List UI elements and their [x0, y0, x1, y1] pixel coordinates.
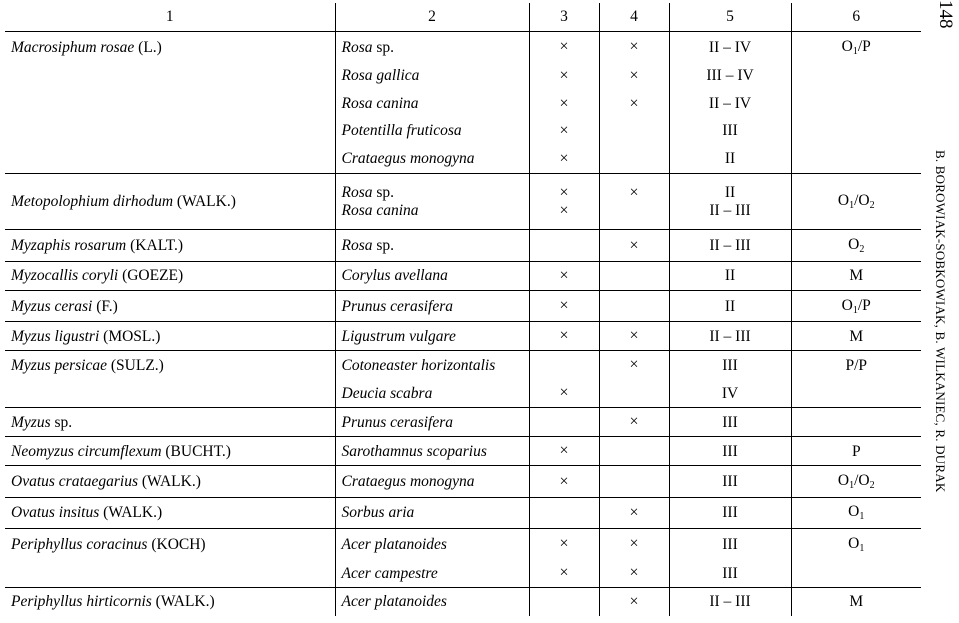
- host-plant-cell: [335, 559, 529, 587]
- months-cell: [669, 408, 791, 437]
- months-cell: [669, 230, 791, 261]
- aphid-name: Macrosiphum rosae: [11, 38, 135, 56]
- months-value: III: [722, 504, 738, 522]
- mark-cell: [599, 117, 669, 145]
- host-plant-name: Deucia scabra: [341, 384, 433, 402]
- table-row: [5, 230, 921, 261]
- aphid-species-cell: [5, 230, 335, 261]
- author-name: (MOSL.): [103, 327, 161, 345]
- mark-cell: [599, 437, 669, 466]
- mark-cell: [529, 90, 599, 118]
- cross-mark: ×: [629, 236, 639, 254]
- months-cell: [669, 62, 791, 90]
- cross-mark: ×: [629, 183, 639, 201]
- mark-cell: [599, 145, 669, 173]
- cross-mark: ×: [559, 564, 569, 582]
- host-plant-name: Acer platanoides: [341, 535, 447, 553]
- months-value: II – III: [709, 327, 751, 345]
- aphid-sp: sp.: [50, 413, 73, 431]
- author-name: (F.): [96, 297, 118, 315]
- mark-cell: [599, 587, 669, 616]
- aphid-species-cell: [5, 351, 335, 379]
- mark-cell: [599, 173, 669, 230]
- mark-cell: [599, 351, 669, 379]
- host-plant-name: Rosa sp.: [341, 184, 395, 202]
- mark-cell: [529, 145, 599, 173]
- table-row: [5, 497, 921, 528]
- host-plant-name: Potentilla fruticosa: [341, 122, 462, 140]
- cross-mark: [536, 413, 593, 431]
- page-number: 148: [935, 0, 956, 29]
- status-code-cell: $O_1/P$: [841, 37, 871, 57]
- status-code-cell: [791, 90, 921, 118]
- host-plant-cell: [335, 408, 529, 437]
- aphid-species-cell: [5, 90, 335, 118]
- host-plant-name: Ligustrum vulgare: [341, 327, 456, 345]
- aphid-species-cell: [5, 261, 335, 290]
- cross-mark: [606, 473, 663, 491]
- mark-cell: [529, 261, 599, 290]
- months-value: II – III: [709, 201, 751, 219]
- host-sp: sp.: [372, 184, 395, 202]
- mark-cell: [529, 587, 599, 616]
- author-name: (BUCHT.): [165, 442, 231, 460]
- table-row: [5, 322, 921, 351]
- host-plant-cell: [335, 173, 529, 230]
- cross-mark: ×: [559, 122, 569, 140]
- months-cell: [669, 290, 791, 321]
- mark-cell: [529, 62, 599, 90]
- cross-mark: ×: [559, 535, 569, 553]
- table-row: [5, 529, 921, 560]
- months-value: II: [724, 267, 736, 285]
- aphid-name: Metopolophium dirhodum: [11, 193, 174, 210]
- cross-mark: [606, 267, 663, 285]
- cross-mark: ×: [559, 201, 569, 219]
- months-cell: [669, 466, 791, 497]
- months-value: III – IV: [706, 67, 754, 85]
- cross-mark: ×: [559, 149, 569, 167]
- months-cell: [669, 90, 791, 118]
- mark-cell: [599, 32, 669, 63]
- status-code-cell: [791, 62, 921, 90]
- aphid-species-cell: [5, 322, 335, 351]
- months-value: III: [722, 535, 738, 553]
- host-plant-cell: [335, 466, 529, 497]
- cross-mark: [606, 150, 663, 168]
- aphid-name: Neomyzus circumflexum: [11, 442, 162, 460]
- header-cell-5: 5: [669, 3, 791, 32]
- header-row: [5, 3, 921, 32]
- months-value: IV: [721, 384, 739, 402]
- table-row: [5, 408, 921, 437]
- status-code-cell: $O_2$: [791, 230, 921, 261]
- cross-mark: ×: [629, 67, 639, 85]
- host-plant-name: Rosa sp.: [341, 38, 395, 56]
- mark-cell: [599, 559, 669, 587]
- table-row: [5, 466, 921, 497]
- table-row: [5, 587, 921, 616]
- running-header: B. BOROWIAK-SOBKOWIAK, B. WILKANIEC, R. DURAK: [933, 150, 948, 493]
- species-table: [5, 3, 921, 616]
- months-cell: [669, 117, 791, 145]
- cross-mark: ×: [629, 504, 639, 522]
- author-name: (WALK.): [103, 504, 163, 522]
- months-cell: [669, 261, 791, 290]
- species-table-grid: [5, 3, 921, 616]
- aphid-species-cell: [5, 62, 335, 90]
- cross-mark: ×: [559, 183, 569, 201]
- author-name: (L.): [138, 38, 162, 56]
- aphid-species-cell: [5, 559, 335, 587]
- cross-mark: ×: [629, 94, 639, 112]
- host-plant-cell: [335, 529, 529, 560]
- months-cell: [669, 497, 791, 528]
- mark-cell: [529, 290, 599, 321]
- months-value: II – III: [709, 237, 751, 255]
- cross-mark: ×: [559, 327, 569, 345]
- host-plant-name: Sarothamnus scoparius: [341, 442, 487, 460]
- table-row: [5, 90, 921, 118]
- cross-mark: ×: [629, 413, 639, 431]
- mark-cell: [529, 497, 599, 528]
- host-plant-cell: [335, 351, 529, 379]
- aphid-name: Ovatus insitus: [11, 504, 100, 522]
- header-cell-3: 3: [529, 3, 599, 32]
- months-cell: [669, 379, 791, 407]
- months-value: III: [722, 122, 738, 140]
- host-plant-name: Rosa canina: [341, 201, 419, 219]
- table-row: [5, 261, 921, 290]
- host-plant-name: Sorbus aria: [341, 504, 415, 522]
- aphid-species-cell: [5, 408, 335, 437]
- cross-mark: [536, 504, 593, 522]
- months-cell: [669, 559, 791, 587]
- mark-cell: [529, 437, 599, 466]
- aphid-name: Myzaphis rosarum: [11, 237, 127, 255]
- status-code-cell: $O_1/O_2$: [791, 466, 921, 497]
- months-cell: [669, 322, 791, 351]
- header-cell-6: 6: [791, 3, 921, 32]
- months-value: III: [722, 356, 738, 374]
- cross-mark: ×: [629, 356, 639, 374]
- host-plant-cell: [335, 117, 529, 145]
- status-code-cell: [791, 408, 921, 437]
- aphid-species-cell: [5, 290, 335, 321]
- mark-cell: [529, 466, 599, 497]
- cross-mark: ×: [559, 38, 569, 56]
- table-row: [5, 351, 921, 379]
- status-code-cell: [791, 145, 921, 173]
- mark-cell: [529, 408, 599, 437]
- aphid-species-cell: [5, 173, 335, 230]
- table-row: [5, 173, 921, 230]
- cross-mark: [606, 122, 663, 140]
- host-plant-cell: [335, 32, 529, 63]
- cross-mark: ×: [559, 267, 569, 284]
- host-plant-name: Prunus cerasifera: [341, 413, 454, 431]
- months-cell: [669, 351, 791, 379]
- table-row: [5, 437, 921, 466]
- months-value: II – IV: [708, 94, 752, 112]
- cross-mark: ×: [629, 535, 639, 553]
- author-name: (KALT.): [130, 237, 184, 255]
- host-plant-cell: [335, 62, 529, 90]
- host-plant-name: Crataegus monogyna: [341, 473, 475, 490]
- mark-cell: [599, 497, 669, 528]
- host-sp: sp.: [372, 38, 395, 56]
- months-value: III: [722, 473, 738, 490]
- cross-mark: [606, 202, 663, 220]
- author-name: (GOEZE): [122, 267, 184, 285]
- months-value: II – III: [709, 593, 751, 611]
- aphid-name: Myzus persicae: [11, 356, 107, 374]
- months-cell: [669, 587, 791, 616]
- aphid-name: Ovatus crataegarius: [11, 473, 139, 490]
- aphid-name: Myzus sp.: [11, 413, 73, 431]
- author-name: (WALK.): [141, 473, 201, 490]
- mark-cell: [599, 379, 669, 407]
- aphid-species-cell: [5, 466, 335, 497]
- status-code-cell: $O_1/P$: [791, 290, 921, 321]
- months-cell: [669, 529, 791, 560]
- header-cell-2: 2: [335, 3, 529, 32]
- host-plant-cell: [335, 587, 529, 616]
- status-code-cell: M: [791, 261, 921, 290]
- host-plant-name: Rosa gallica: [341, 67, 420, 85]
- months-value: II: [724, 184, 736, 202]
- aphid-name: Periphyllus coracinus: [11, 535, 148, 553]
- mark-cell: [529, 322, 599, 351]
- header-cell-1: 1: [5, 3, 335, 32]
- table-row: [5, 32, 921, 63]
- host-plant-cell: [335, 230, 529, 261]
- months-cell: [669, 173, 791, 230]
- mark-cell: [529, 230, 599, 261]
- mark-cell: [529, 351, 599, 379]
- months-value: III: [722, 442, 738, 460]
- aphid-name: Myzus cerasi: [11, 297, 93, 315]
- host-plant-name: Acer platanoides: [341, 593, 447, 611]
- status-code-cell: [791, 117, 921, 145]
- aphid-species-cell: [5, 529, 335, 560]
- status-code-cell: [791, 559, 921, 587]
- host-plant-name: Acer campestre: [341, 564, 438, 582]
- table-row: [5, 290, 921, 321]
- mark-cell: [529, 529, 599, 560]
- mark-cell: [529, 559, 599, 587]
- author-name: (SULZ.): [110, 356, 164, 374]
- cross-mark: ×: [559, 442, 569, 460]
- host-sp: sp.: [372, 237, 395, 255]
- months-cell: [669, 32, 791, 63]
- table-row: [5, 559, 921, 587]
- table-body: [5, 3, 921, 616]
- mark-cell: [529, 379, 599, 407]
- mark-cell: [599, 529, 669, 560]
- mark-cell: [599, 230, 669, 261]
- host-plant-cell: [335, 437, 529, 466]
- host-plant-name: Rosa canina: [341, 94, 419, 112]
- months-value: II – IV: [708, 38, 752, 56]
- cross-mark: ×: [629, 593, 639, 611]
- host-plant-cell: [335, 379, 529, 407]
- status-code-cell: $O_1$: [791, 529, 921, 560]
- cross-mark: ×: [559, 472, 569, 490]
- cross-mark: [606, 442, 663, 460]
- months-cell: [669, 437, 791, 466]
- mark-cell: [599, 90, 669, 118]
- cross-mark: [606, 384, 663, 402]
- host-plant-name: Cotoneaster horizontalis: [341, 356, 496, 374]
- mark-cell: [529, 173, 599, 230]
- aphid-name: Periphyllus hirticornis: [11, 593, 152, 611]
- status-code-cell: M: [791, 587, 921, 616]
- cross-mark: ×: [559, 94, 569, 112]
- host-plant-cell: [335, 145, 529, 173]
- months-value: II: [724, 297, 736, 315]
- status-code-cell: P/P: [791, 351, 921, 379]
- host-plant-cell: [335, 497, 529, 528]
- mark-cell: [599, 322, 669, 351]
- cross-mark: ×: [559, 297, 569, 315]
- months-value: II: [724, 150, 736, 168]
- table-row: [5, 145, 921, 173]
- header-cell-4: 4: [599, 3, 669, 32]
- host-plant-name: Prunus cerasifera: [341, 297, 454, 315]
- aphid-species-cell: [5, 32, 335, 63]
- cross-mark: [536, 356, 593, 374]
- host-plant-cell: [335, 322, 529, 351]
- status-code-cell: M: [791, 322, 921, 351]
- mark-cell: [529, 117, 599, 145]
- aphid-species-cell: [5, 587, 335, 616]
- mark-cell: [599, 261, 669, 290]
- host-plant-name: Crataegus monogyna: [341, 150, 475, 168]
- host-plant-cell: [335, 90, 529, 118]
- cross-mark: ×: [629, 564, 639, 582]
- mark-cell: [529, 32, 599, 63]
- months-cell: [669, 145, 791, 173]
- cross-mark: ×: [629, 38, 639, 56]
- aphid-species-cell: [5, 117, 335, 145]
- table-row: [5, 117, 921, 145]
- status-code-cell: $O_1/O_2$: [791, 173, 921, 230]
- cross-mark: [536, 593, 593, 611]
- author-name: (WALK.): [155, 593, 215, 611]
- cross-mark: [606, 297, 663, 315]
- months-value: III: [722, 413, 738, 431]
- aphid-species-cell: [5, 145, 335, 173]
- aphid-species-cell: [5, 497, 335, 528]
- cross-mark: ×: [559, 67, 569, 85]
- aphid-name: Myzus ligustri: [11, 327, 100, 345]
- cross-mark: ×: [559, 384, 569, 402]
- months-value: III: [722, 564, 738, 582]
- cross-mark: ×: [629, 327, 639, 345]
- mark-cell: [599, 290, 669, 321]
- status-code-cell: P: [791, 437, 921, 466]
- mark-cell: [599, 62, 669, 90]
- status-code-cell: [791, 379, 921, 407]
- status-code-cell: $O_1$: [791, 497, 921, 528]
- mark-cell: [599, 408, 669, 437]
- cross-mark: [536, 237, 593, 255]
- aphid-species-cell: [5, 437, 335, 466]
- table-row: [5, 379, 921, 407]
- aphid-species-cell: [5, 379, 335, 407]
- host-plant-cell: [335, 290, 529, 321]
- mark-cell: [599, 466, 669, 497]
- table-row: [5, 62, 921, 90]
- author-name: (KOCH): [151, 535, 206, 553]
- host-plant-name: Rosa sp.: [341, 237, 395, 255]
- host-plant-cell: [335, 261, 529, 290]
- host-plant-name: Corylus avellana: [341, 267, 448, 285]
- author-name: (WALK.): [176, 193, 236, 210]
- aphid-name: Myzocallis coryli: [11, 267, 119, 285]
